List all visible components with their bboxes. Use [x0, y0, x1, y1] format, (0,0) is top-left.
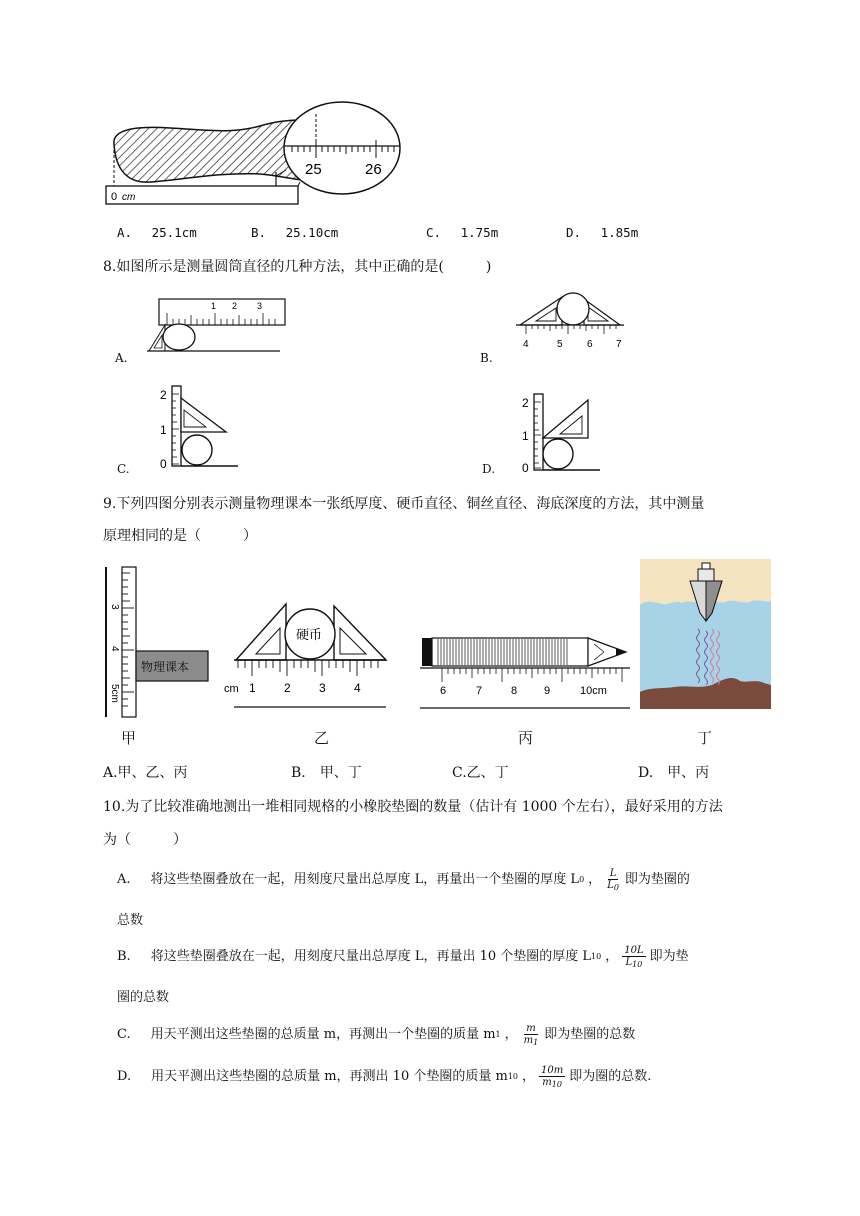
svg-text:3: 3 — [257, 301, 263, 311]
separator: ， — [504, 1027, 518, 1042]
option-text: 25.10cm — [285, 225, 339, 240]
magnifier-circle — [284, 102, 400, 194]
q8-label-b[interactable]: B. — [480, 351, 493, 365]
svg-text:2: 2 — [232, 301, 238, 311]
q10-option-d[interactable] — [117, 1065, 651, 1089]
q9-caption-jia: 甲 — [121, 729, 137, 747]
svg-text:1: 1 — [249, 681, 256, 695]
q9-figure-ding — [640, 559, 771, 709]
svg-text:9: 9 — [544, 685, 551, 697]
q8-figure-c — [146, 382, 242, 472]
svg-text:7: 7 — [616, 339, 622, 350]
option-text-tail: 即为圈的总数. — [569, 1069, 652, 1084]
svg-text:1: 1 — [211, 301, 217, 311]
svg-text:4: 4 — [523, 339, 529, 350]
svg-text:0: 0 — [160, 457, 167, 471]
separator: ， — [522, 1069, 536, 1084]
option-label: D. — [566, 225, 582, 240]
q9-stem-line1: 9.下列四图分别表示测量物理课本一张纸厚度、硬币直径、铜丝直径、海底深度的方法，其中测量 — [103, 496, 705, 512]
q10-option-a[interactable] — [117, 868, 690, 892]
separator: ， — [605, 949, 619, 964]
svg-text:3: 3 — [319, 681, 326, 695]
q9-figure-bing — [418, 630, 633, 714]
q10-option-b[interactable] — [117, 945, 689, 969]
separator: ， — [588, 872, 602, 887]
q8-label-a[interactable]: A. — [115, 351, 128, 365]
fraction-denominator: $L_0$ — [607, 879, 619, 892]
q9-stem-line2: 原理相同的是（ ） — [103, 528, 257, 544]
fraction — [605, 868, 621, 893]
q8-figure-b — [512, 291, 630, 357]
q8-stem: 8.如图所示是测量圆筒直径的几种方法，其中正确的是( ) — [103, 259, 492, 275]
option-text: 25.1cm — [151, 225, 197, 240]
svg-text:0: 0 — [522, 461, 529, 474]
q7-option-a[interactable] — [117, 223, 197, 243]
svg-text:5: 5 — [557, 339, 563, 350]
svg-text:1: 1 — [522, 429, 529, 443]
option-text-tail: 即为垫 — [649, 949, 689, 964]
svg-text:2: 2 — [284, 681, 291, 695]
option-label: C. — [426, 225, 442, 240]
option-label: B. — [117, 949, 131, 964]
q10-stem-line1: 10.为了比较准确地测出一堆相同规格的小橡胶垫圈的数量（估计有 1000 个左右），最好采用的方法 — [103, 799, 723, 815]
svg-text:10cm: 10cm — [580, 685, 607, 697]
q8-figure-d — [512, 388, 604, 474]
fraction — [622, 945, 645, 970]
option-text: 将这些垫圈叠放在一起，用刻度尺量出总厚度 L，再量出一个垫圈的厚度 L — [150, 872, 580, 887]
q8-label-d[interactable]: D. — [482, 462, 496, 476]
option-label: A. — [117, 225, 133, 240]
svg-text:6: 6 — [440, 685, 447, 697]
svg-text:25: 25 — [305, 161, 322, 178]
fraction-denominator: $L_{10}$ — [625, 956, 643, 969]
q8-figure-a — [145, 293, 290, 355]
svg-text:0: 0 — [111, 191, 118, 203]
subscript: 1 — [495, 1030, 501, 1039]
q9-figure-jia — [100, 565, 212, 720]
option-text: 将这些垫圈叠放在一起，用刻度尺量出总厚度 L，再量出 10 个垫圈的厚度 L — [150, 949, 592, 964]
svg-text:4: 4 — [109, 646, 120, 652]
svg-text:4: 4 — [354, 681, 361, 695]
svg-text:8: 8 — [511, 685, 518, 697]
fraction-numerator: m — [526, 1022, 536, 1034]
svg-text:2: 2 — [160, 388, 167, 402]
q10-option-b-cont: 圈的总数 — [117, 990, 170, 1005]
fraction-numerator: 10L — [624, 944, 644, 956]
fraction-denominator: $m_{10}$ — [542, 1076, 562, 1089]
q9-caption-yi: 乙 — [314, 729, 330, 747]
q7-option-c[interactable] — [426, 223, 498, 243]
svg-text:cm: cm — [224, 683, 239, 695]
option-label: D. — [117, 1069, 132, 1084]
q10-option-c[interactable] — [117, 1023, 635, 1047]
q10-stem-line2: 为（ ） — [103, 832, 187, 848]
q9-figure-yi — [222, 596, 392, 714]
fraction-numerator: 10m — [541, 1064, 564, 1076]
fraction — [522, 1023, 541, 1048]
svg-text:7: 7 — [476, 685, 483, 697]
fraction — [539, 1065, 565, 1090]
q7-footprint-figure — [100, 100, 410, 210]
q9-option-b[interactable]: B. 甲、丁 — [291, 765, 362, 781]
q9-option-c[interactable]: C.乙、丁 — [452, 765, 509, 781]
svg-text:2: 2 — [522, 396, 529, 410]
option-text: 用天平测出这些垫圈的总质量 m，再测出一个垫圈的质量 m — [150, 1027, 496, 1042]
svg-text:5cm: 5cm — [109, 684, 120, 703]
q9-option-a[interactable]: A.甲、乙、丙 — [103, 765, 188, 781]
q7-option-b[interactable] — [251, 223, 338, 243]
option-text: 1.75m — [460, 225, 499, 240]
q8-label-c[interactable]: C. — [117, 462, 130, 476]
q9-option-d[interactable]: D. 甲、丙 — [638, 765, 710, 781]
svg-text:物理课本: 物理课本 — [141, 660, 190, 674]
option-text-tail: 即为垫圈的 — [624, 872, 690, 887]
svg-text:硬币: 硬币 — [296, 627, 323, 642]
q10-option-a-cont: 总数 — [117, 913, 144, 928]
fraction-numerator: L — [609, 867, 617, 879]
option-text-tail: 即为垫圈的总数 — [544, 1027, 636, 1042]
svg-text:cm: cm — [122, 192, 136, 203]
q7-option-d[interactable] — [566, 223, 638, 243]
subscript: 10 — [507, 1072, 519, 1081]
subscript: 10 — [591, 952, 602, 961]
q9-caption-ding: 丁 — [697, 729, 713, 747]
option-label: C. — [117, 1027, 131, 1042]
svg-text:3: 3 — [109, 604, 120, 610]
subscript: 0 — [579, 875, 585, 884]
option-label: A. — [117, 872, 131, 887]
option-label: B. — [251, 225, 267, 240]
svg-text:26: 26 — [365, 161, 382, 178]
fraction-denominator: $m_1$ — [523, 1034, 539, 1047]
option-text: 1.85m — [600, 225, 639, 240]
svg-text:1: 1 — [160, 423, 167, 437]
q9-caption-bing: 丙 — [518, 729, 534, 747]
svg-text:6: 6 — [587, 339, 593, 350]
option-text: 用天平测出这些垫圈的总质量 m，再测出 10 个垫圈的质量 m — [151, 1069, 508, 1084]
